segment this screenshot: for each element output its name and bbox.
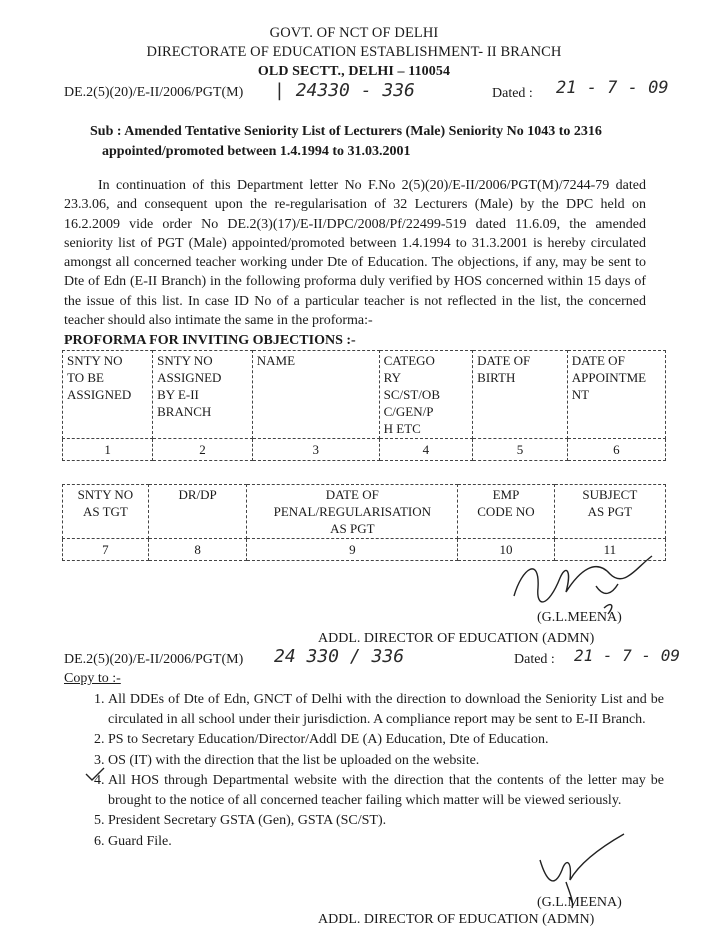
table-header-cell: SNTY NO TO BE ASSIGNED bbox=[63, 351, 153, 439]
column-number: 4 bbox=[379, 439, 473, 461]
column-number: 1 bbox=[63, 439, 153, 461]
column-number: 10 bbox=[458, 539, 554, 561]
table-header-cell: DATE OF APPOINTME NT bbox=[567, 351, 665, 439]
table-header-cell: NAME bbox=[252, 351, 379, 439]
subject-line-1: Sub : Amended Tentative Seniority List of Lecturers (Male) Seniority No 1043 to 2316 bbox=[90, 124, 602, 139]
signatory-name-1: (G.L.MEENA) bbox=[537, 610, 622, 625]
table-header-cell: DATE OF PENAL/REGULARISATION AS PGT bbox=[247, 485, 458, 539]
dated-label: Dated : bbox=[492, 86, 533, 101]
header-govt: GOVT. OF NCT OF DELHI bbox=[269, 25, 439, 41]
table-header-cell: SNTY NO ASSIGNED BY E-II BRANCH bbox=[153, 351, 253, 439]
proforma-table-1 bbox=[62, 350, 666, 461]
table-row bbox=[63, 485, 666, 539]
column-number: 5 bbox=[473, 439, 568, 461]
dated-label-2: Dated : bbox=[514, 652, 555, 667]
table-row bbox=[63, 439, 666, 461]
list-item: 4. All HOS through Departmental website with the direction that the contents of the letter may be brought to the notice of all concerned teacher failing which matter will be viewed seriously. bbox=[108, 771, 664, 810]
table-header-cell: CATEGO RY SC/ST/OB C/GEN/P H ETC bbox=[379, 351, 473, 439]
copy-to-label: Copy to :- bbox=[64, 671, 121, 686]
table-header-cell: EMP CODE NO bbox=[458, 485, 554, 539]
list-item: 6. Guard File. bbox=[108, 832, 664, 852]
column-number: 11 bbox=[554, 539, 665, 561]
column-number: 9 bbox=[247, 539, 458, 561]
column-number: 3 bbox=[252, 439, 379, 461]
column-number: 2 bbox=[153, 439, 253, 461]
handwritten-date: 21 - 7 - 09 bbox=[556, 78, 669, 98]
subject-line-2: appointed/promoted between 1.4.1994 to 31.03.2001 bbox=[102, 144, 411, 159]
body-paragraph: In continuation of this Department letter No F.No 2(5)(20)/E-II/2006/PGT(M)/7244-79 dated 23.3.06, and consequent upon the re-regularisation of 32 Lecturers (Male) by the DPC held on 16.2.2009 vide order No DE.2(3)(17)/E-II/DPC/2008/Pf/22499-519 dated 11.6.09, the amended seniority list of PGT (Male) appointed/promoted between 1.4.1994 to 31.3.2001 is hereby circulated amongst all concerned teacher working under Dte of Education. The objections, if any, may be sent to Dte of Edn (E-II Branch) in the following proforma duly verified by HOS concerned within 15 days of the issue of this list. In case ID No of a particular teacher is not reflected in the list, the concerned teacher should also intimate the same in the proforma:- bbox=[64, 178, 646, 329]
signatory-name-2: (G.L.MEENA) bbox=[537, 895, 622, 910]
table-header-cell: SNTY NO AS TGT bbox=[63, 485, 149, 539]
table-row bbox=[63, 351, 666, 439]
list-item: 3. OS (IT) with the direction that the list be uploaded on the website. bbox=[108, 751, 664, 771]
proforma-heading: PROFORMA FOR INVITING OBJECTIONS :- bbox=[64, 333, 356, 348]
subject bbox=[90, 122, 690, 162]
header-address: OLD SECTT., DELHI – 110054 bbox=[257, 64, 451, 79]
handwritten-date-2: 21 - 7 - 09 bbox=[574, 646, 680, 665]
list-item: 1. All DDEs of Dte of Edn, GNCT of Delhi with the direction to download the Seniority List and be circulated in all school under their jurisdiction. A compliance report may be sent to E-II Branch. bbox=[108, 690, 664, 729]
column-number: 8 bbox=[148, 539, 247, 561]
signatory-designation-1: ADDL. DIRECTOR OF EDUCATION (ADMN) bbox=[318, 631, 595, 646]
signatory-designation-2: ADDL. DIRECTOR OF EDUCATION (ADMN) bbox=[318, 912, 595, 927]
handwritten-dispatch-number: | 24330 - 336 bbox=[274, 80, 415, 101]
list-item: 2. PS to Secretary Education/Director/Addl DE (A) Education, Dte of Education. bbox=[108, 730, 664, 750]
header-directorate: DIRECTORATE OF EDUCATION ESTABLISHMENT- II BRANCH bbox=[146, 44, 562, 60]
column-number: 7 bbox=[63, 539, 149, 561]
table-header-cell: DR/DP bbox=[148, 485, 247, 539]
handwritten-dispatch-number-2: 24 330 / 336 bbox=[274, 646, 405, 667]
table-header-cell: SUBJECT AS PGT bbox=[554, 485, 665, 539]
reference-number: DE.2(5)(20)/E-II/2006/PGT(M) bbox=[64, 85, 244, 100]
column-number: 6 bbox=[567, 439, 665, 461]
check-mark-icon bbox=[84, 766, 106, 782]
reference-number-2: DE.2(5)(20)/E-II/2006/PGT(M) bbox=[64, 652, 244, 667]
copy-to-list bbox=[88, 690, 664, 852]
table-header-cell: DATE OF BIRTH bbox=[473, 351, 568, 439]
list-item: 5. President Secretary GSTA (Gen), GSTA (SC/ST). bbox=[108, 811, 664, 831]
